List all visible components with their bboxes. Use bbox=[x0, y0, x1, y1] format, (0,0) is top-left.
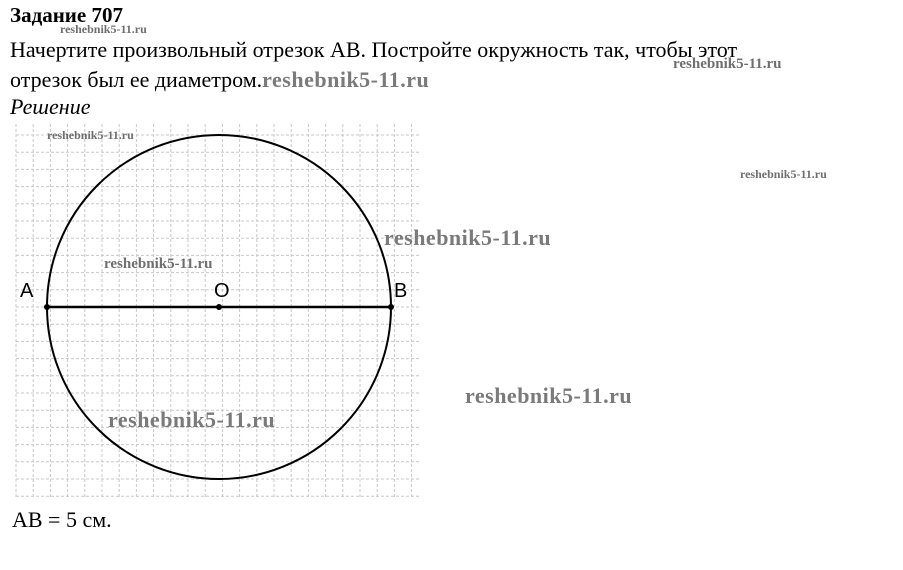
task-title: Задание 707 bbox=[10, 3, 123, 27]
label-b: B bbox=[394, 280, 408, 302]
watermark: reshebnik5-11.ru bbox=[60, 22, 147, 36]
answer-text: АВ = 5 см. bbox=[12, 507, 112, 532]
watermark: reshebnik5-11.ru bbox=[262, 67, 430, 92]
watermark: reshebnik5-11.ru bbox=[104, 256, 213, 272]
task-line-1: Начертите произвольный отрезок АВ. Постройте окружность так, чтобы этот bbox=[10, 37, 738, 62]
label-a: A bbox=[20, 280, 34, 302]
point-b-dot bbox=[388, 304, 394, 310]
grid-lines bbox=[16, 124, 420, 498]
watermark: reshebnik5-11.ru bbox=[384, 225, 552, 250]
watermark: reshebnik5-11.ru bbox=[740, 167, 827, 181]
watermark: reshebnik5-11.ru bbox=[47, 128, 134, 142]
task-line-2-text: отрезок был ее диаметром. bbox=[10, 67, 263, 92]
point-a-dot bbox=[44, 304, 50, 310]
label-o: O bbox=[214, 280, 230, 302]
watermark: reshebnik5-11.ru bbox=[673, 56, 782, 72]
solution-label: Решение bbox=[10, 94, 91, 119]
watermark: reshebnik5-11.ru bbox=[465, 383, 633, 408]
watermark: reshebnik5-11.ru bbox=[108, 407, 276, 432]
point-o-dot bbox=[216, 304, 222, 310]
